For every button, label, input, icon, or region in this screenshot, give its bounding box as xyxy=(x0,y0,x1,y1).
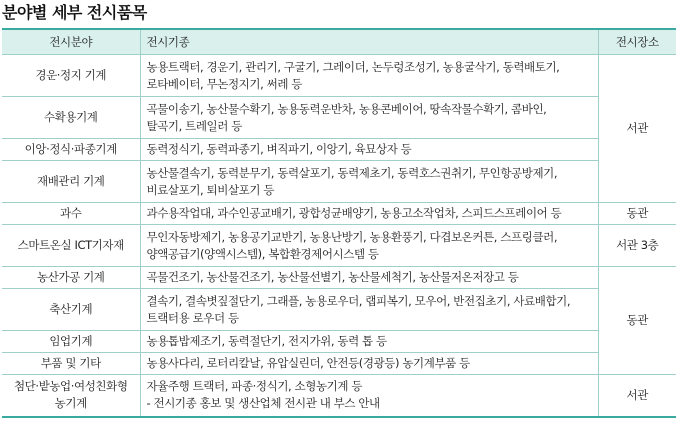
category-cell xyxy=(2,139,140,161)
category-label: 과수 xyxy=(60,206,82,220)
table-row xyxy=(2,289,676,331)
equipment-cell xyxy=(140,267,598,289)
category-cell xyxy=(2,97,140,139)
table-row xyxy=(2,267,676,289)
equipment-cell xyxy=(140,225,598,267)
table-row xyxy=(2,353,676,375)
location-label: 동관 xyxy=(626,313,648,327)
table-row xyxy=(2,139,676,161)
equipment-text: - 전시기종 홍보 및 생산업체 전시관 내 부스 안내 xyxy=(146,396,380,411)
table-row xyxy=(2,97,676,139)
category-label: 농산가공 기계 xyxy=(36,270,105,284)
category-label: 스마트온실 ICT기자재 xyxy=(17,238,124,252)
table-header-row xyxy=(2,29,676,55)
category-cell xyxy=(2,161,140,203)
table-row xyxy=(2,161,676,203)
location-label: 서관 3층 xyxy=(616,238,659,252)
page-title: 분야별 세부 전시품목 xyxy=(2,3,147,22)
equipment-text: 무인자동방제기, 농용공기교반기, 농용난방기, 농용환풍기, 다겹보온커튼, 스프링클러, xyxy=(146,229,558,244)
equipment-cell xyxy=(140,289,598,331)
table-row xyxy=(2,225,676,267)
table-row xyxy=(2,203,676,225)
equipment-cell xyxy=(140,331,598,353)
equipment-cell xyxy=(140,353,598,375)
equipment-text: 탈곡기, 트레일러 등 xyxy=(146,118,242,133)
equipment-text: 곡물건조기, 농산물건조기, 농산물선별기, 농산물세척기, 농산물저온저장고 등 xyxy=(146,270,519,284)
category-label: 재배관리 기계 xyxy=(36,174,105,188)
category-label: 축산기계 xyxy=(49,302,93,316)
location-cell xyxy=(598,55,676,203)
table-row xyxy=(2,331,676,353)
column-header-equipment: 전시기종 xyxy=(140,29,598,55)
location-label: 서관 xyxy=(626,387,648,402)
equipment-text: 양액공급기(양액시스템), 복합환경제어시스템 등 xyxy=(146,246,379,261)
category-cell xyxy=(2,267,140,289)
location-label: 동관 xyxy=(626,206,648,220)
category-cell xyxy=(2,331,140,353)
location-cell xyxy=(598,203,676,225)
equipment-text: 과수용작업대, 과수인공교배기, 광합성균배양기, 농용고소작업차, 스피드스프레이어 등 xyxy=(146,206,562,220)
table-row xyxy=(2,375,676,417)
category-cell xyxy=(2,55,140,97)
equipment-text: 비료살포기, 퇴비살포기 등 xyxy=(146,182,275,197)
location-label: 서관 xyxy=(626,121,648,135)
equipment-cell xyxy=(140,375,598,417)
column-header-location: 전시장소 xyxy=(598,29,676,55)
category-label: 임업기계 xyxy=(49,334,93,348)
equipment-cell xyxy=(140,161,598,203)
location-cell xyxy=(598,267,676,375)
category-label: 첨단·밭농업·여성친화형 xyxy=(13,379,128,394)
category-cell xyxy=(2,203,140,225)
category-cell xyxy=(2,375,140,417)
location-cell xyxy=(598,375,676,417)
category-label: 수확용기계 xyxy=(43,110,98,124)
equipment-text: 자율주행 트랙터, 파종·정식기, 소형농기계 등 xyxy=(146,379,363,394)
equipment-cell xyxy=(140,139,598,161)
equipment-text: 동력정식기, 동력파종기, 벼직파기, 이앙기, 육묘상자 등 xyxy=(146,142,412,156)
equipment-text: 농산물결속기, 동력분무기, 동력살포기, 동력제초기, 동력호스권취기, 무인항공방제기, xyxy=(146,165,558,180)
equipment-text: 농용사다리, 로터리칼날, 유압실린더, 안전등(경광등) 농기계부품 등 xyxy=(146,356,470,370)
equipment-text: 트랙터용 로우더 등 xyxy=(146,310,239,325)
category-cell xyxy=(2,289,140,331)
category-label: 부품 및 기타 xyxy=(40,356,101,370)
exhibit-items-table xyxy=(2,28,676,418)
equipment-text: 결속기, 결속볏짚절단기, 그래플, 농용로우더, 랩피복기, 모우어, 반전집초기, 사료배합기, xyxy=(146,293,571,308)
category-cell xyxy=(2,225,140,267)
equipment-cell xyxy=(140,203,598,225)
category-label: 농기계 xyxy=(54,396,87,411)
equipment-text: 농용톱밥제조기, 동력절단기, 전지가위, 동력 톱 등 xyxy=(146,334,387,348)
equipment-text: 로타베이터, 무논정지기, 써레 등 xyxy=(146,76,302,91)
category-label: 경운·정지 기계 xyxy=(35,68,107,82)
equipment-cell xyxy=(140,55,598,97)
column-header-category: 전시분야 xyxy=(2,29,140,55)
category-cell xyxy=(2,353,140,375)
equipment-text: 농용트랙터, 경운기, 관리기, 구굴기, 그레이더, 논두렁조성기, 농용굴삭기, 동력배토기, xyxy=(146,59,560,74)
table-row xyxy=(2,55,676,97)
location-cell xyxy=(598,225,676,267)
equipment-text: 곡물이송기, 농산물수확기, 농용동력운반차, 농용콘베이어, 땅속작물수확기, 콤바인, xyxy=(146,101,547,116)
equipment-cell xyxy=(140,97,598,139)
category-label: 이앙·정식·파종기계 xyxy=(24,142,117,156)
